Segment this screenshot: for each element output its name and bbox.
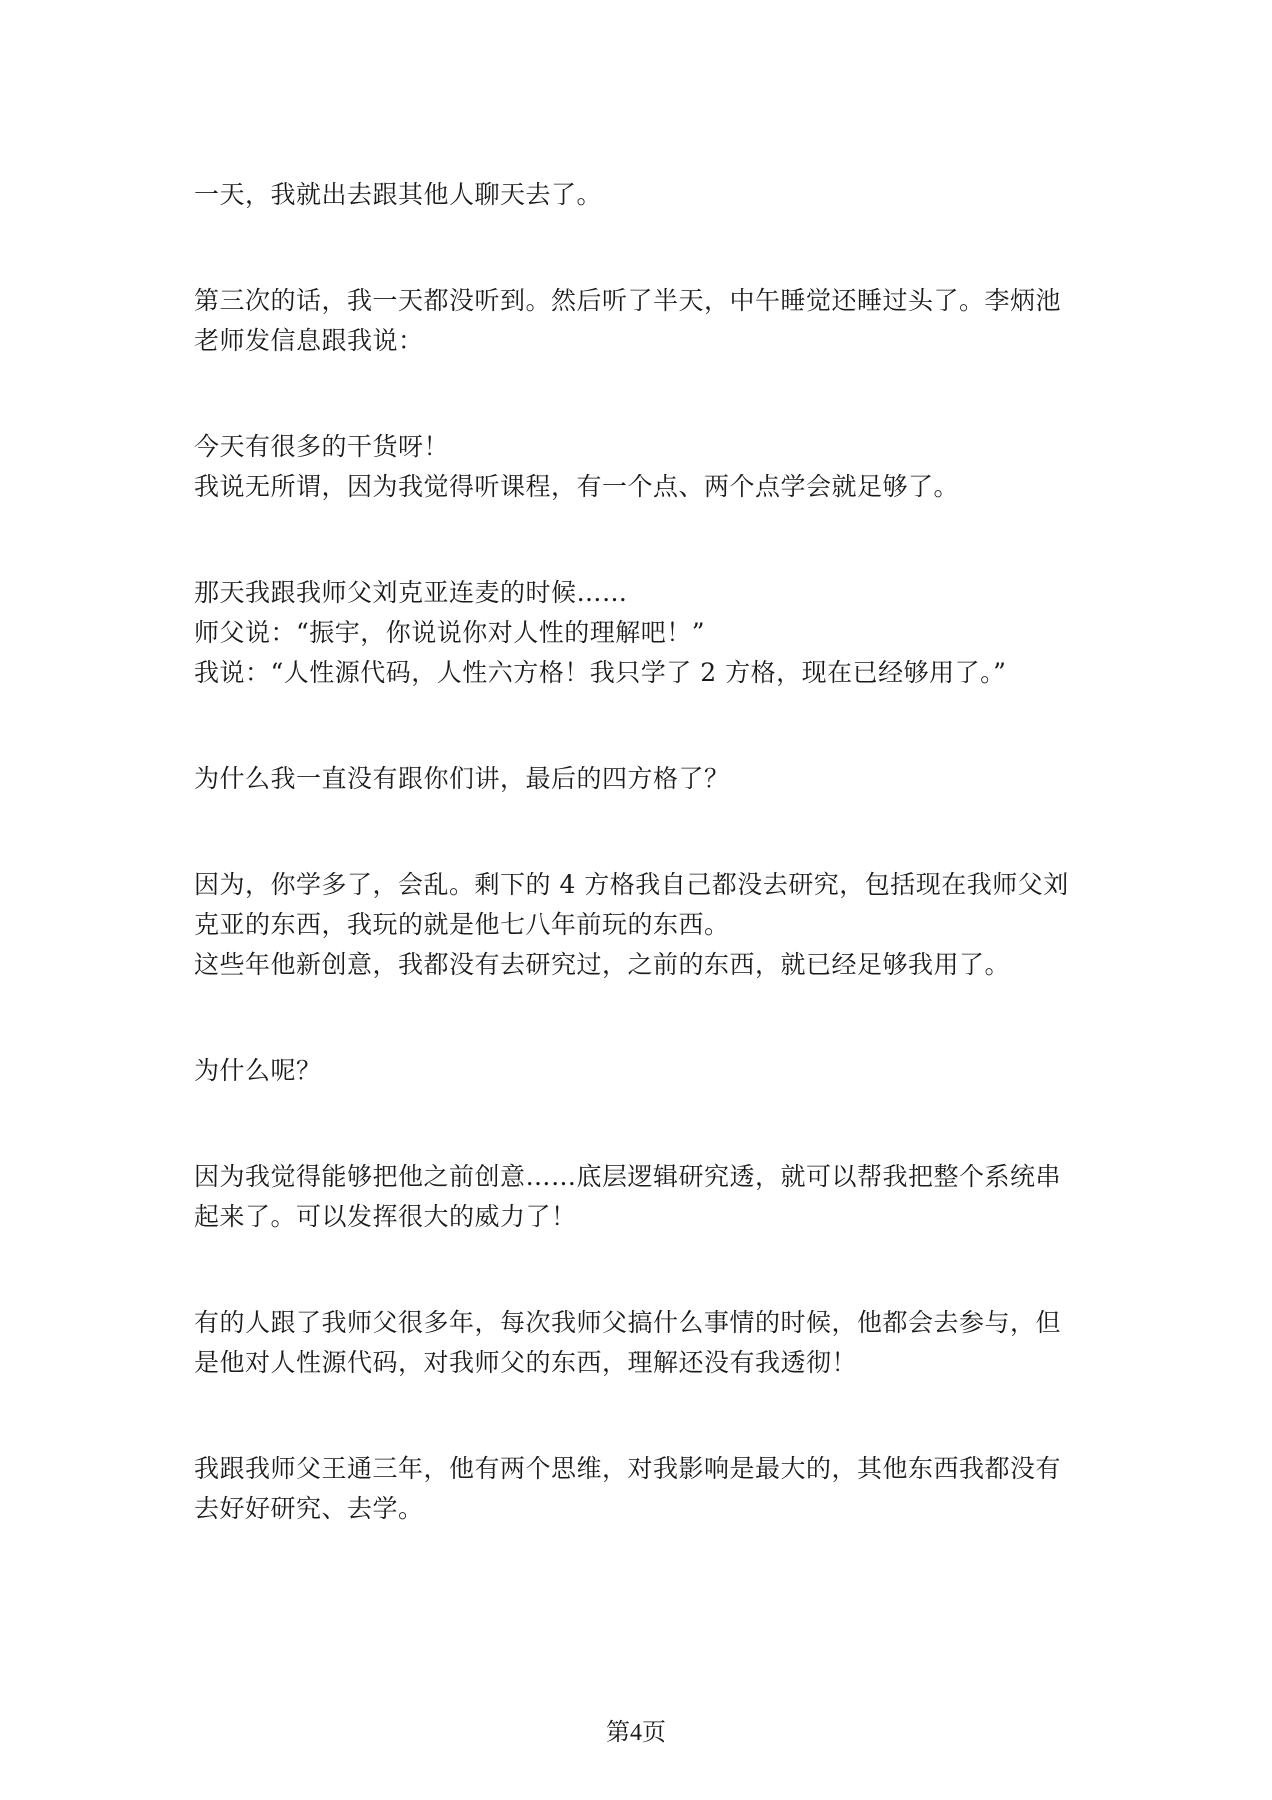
text-line: 因为，你学多了，会乱。剩下的 4 方格我自己都没去研究，包括现在我师父刘 (194, 870, 1069, 899)
text-line: 第三次的话，我一天都没听到。然后听了半天，中午睡觉还睡过头了。李炳池 (194, 286, 1062, 315)
paragraph-3 (194, 427, 1084, 507)
text-line: 是他对人性源代码，对我师父的东西，理解还没有我透彻！ (194, 1348, 858, 1377)
paragraph-9 (194, 1303, 1084, 1383)
paragraph-1 (194, 175, 1084, 215)
text-line: 为什么我一直没有跟你们讲，最后的四方格了？ (194, 764, 730, 793)
paragraph-6 (194, 865, 1084, 985)
text-line: 一天，我就出去跟其他人聊天去了。 (194, 180, 603, 209)
text-line: 起来了。可以发挥很大的威力了！ (194, 1202, 577, 1231)
paragraph-8 (194, 1157, 1084, 1237)
text-line: 有的人跟了我师父很多年，每次我师父搞什么事情的时候，他都会去参与，但 (194, 1308, 1062, 1337)
text-line: 去好好研究、去学。 (194, 1494, 424, 1523)
text-line: 这些年他新创意，我都没有去研究过，之前的东西，就已经足够我用了。 (194, 950, 1011, 979)
text-line: 我跟我师父王通三年，他有两个思维，对我影响是最大的，其他东西我都没有 (194, 1454, 1062, 1483)
paragraph-2 (194, 281, 1084, 361)
text-line: 今天有很多的干货呀！ (194, 432, 450, 461)
text-line: 师父说：“振宇，你说说你对人性的理解吧！” (194, 618, 706, 647)
paragraph-7 (194, 1051, 1084, 1091)
body-text (194, 175, 1084, 1529)
text-line: 我说无所谓，因为我觉得听课程，有一个点、两个点学会就足够了。 (194, 472, 960, 501)
text-line: 克亚的东西，我玩的就是他七八年前玩的东西。 (194, 910, 730, 939)
text-line: 为什么呢？ (194, 1056, 322, 1085)
text-line: 因为我觉得能够把他之前创意……底层逻辑研究透，就可以帮我把整个系统串 (194, 1162, 1062, 1191)
text-line: 我说：“人性源代码，人性六方格！我只学了 2 方格，现在已经够用了。” (194, 658, 1007, 687)
text-line: 老师发信息跟我说： (194, 326, 424, 355)
paragraph-5 (194, 759, 1084, 799)
page-number: 第4页 (606, 1720, 666, 1746)
paragraph-10 (194, 1449, 1084, 1529)
text-line: 那天我跟我师父刘克亚连麦的时候…… (194, 578, 628, 607)
paragraph-4 (194, 573, 1084, 693)
